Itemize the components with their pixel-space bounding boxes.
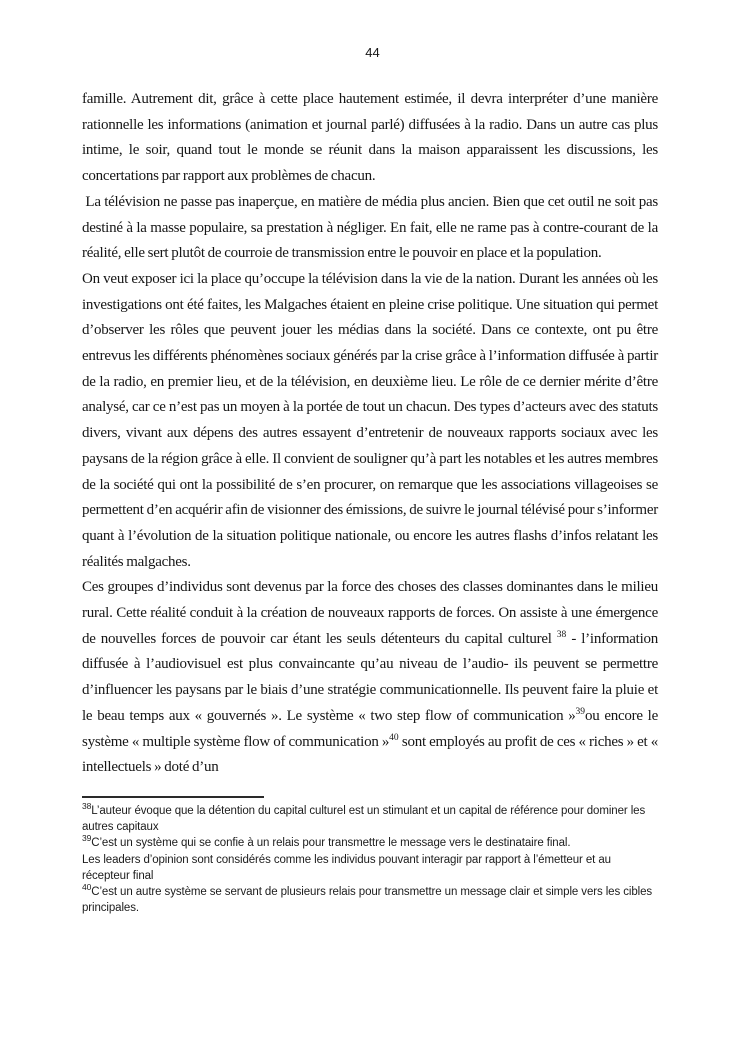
page-number: 44 (365, 45, 380, 60)
paragraph-exposer: On veut exposer ici la place qu’occupe la télévision dans la vie de la nation. Durant les années où les investigations ont été faites, les Malgaches étaient en pleine crise politique. Une situation qui permet d’observer les rôles que peuvent jouer les médias dans la société. Dans ce contexte, ont pu être entrevus les différents phénomènes sociaux générés par la crise grâce à l’information diffusée à partir de la radio, en premier lieu, et de la télévision, en deuxième lieu. Le rôle de ce dernier mérite d’être analysé, car ce n’est pas un moyen à la portée de tout un chacun. Des types d’acteurs avec des statuts divers, vivant aux dépens des autres essayent d’entretenir de nouveaux rapports sociaux avec les paysans de la région grâce à elle. Il convient de souligner qu’à part les notables et les autres membres de la société qui ont la possibilité de s’en procurer, on remarque que les associations villageoises se permettent d’en acquérir afin de visionner des émissions, de suivre le journal télévisé pour s’informer quant à l’évolution de la situation politique nationale, ou encore les autres flashs d’infos relatant les réalités malgaches. (82, 270, 658, 570)
footnote-40 (82, 884, 658, 916)
paragraph-famille: famille. Autrement dit, grâce à cette place hautement estimée, il devra interpréter d’une manière rationnelle les informations (animation et journal parlé) diffusées à la radio. Dans un autre cas plus intime, le soir, quand tout le monde se réunit dans la maison apparaissent les discussions, les concertations par rapport aux problèmes de chacun. (82, 91, 658, 185)
footnote-area (82, 796, 658, 916)
footnote-38 (82, 803, 658, 835)
footnote-ref-40: 40 (389, 732, 399, 743)
page-content (82, 87, 658, 916)
paragraph-groupes-text-3: ou encore le système « multiple système flow of communication » (82, 707, 659, 750)
paragraph-television: La télévision ne passe pas inaperçue, en matière de média plus ancien. Bien que cet outil ne soit pas destiné à la masse populaire, sa prestation à négliger. En fait, elle ne rame pas à contre-courant de la réalité, elle sert plutôt de courroie de transmission entre le pouvoir en place et la population. (82, 193, 658, 262)
footnote-separator (82, 796, 264, 798)
paragraph-groupes (82, 575, 658, 781)
footnote-38-text: L’auteur évoque que la détention du capital culturel est un stimulant et un capital de référence pour dominer les autres capitaux (82, 804, 646, 834)
paragraph-groupes-text-1: Ces groupes d’individus sont devenus par la force des choses des classes dominantes dans le milieu rural. Cette réalité conduit à la création de nouveaux rapports de forces. On assiste à une émergence de nouvelles forces de pouvoir car étant les seuls détenteurs du capital culturel (82, 579, 658, 647)
footnote-39-text-line1: C’est un système qui se confie à un relais pour transmettre le message vers le destinataire final. (91, 837, 571, 850)
footnote-40-number: 40 (82, 882, 92, 893)
footnote-ref-39: 39 (575, 706, 585, 717)
footnote-39-number: 39 (82, 833, 92, 844)
footnote-39-text-line2: Les leaders d’opinion sont considérés comme les individus pouvant interagir par rapport à l’émetteur et au récepteur final (82, 853, 611, 882)
footnote-40-text: C’est un autre système se servant de plusieurs relais pour transmettre un message clair et simple vers les cibles principales. (82, 886, 653, 915)
footnote-39 (82, 835, 658, 884)
paragraph-groupes-text-4: sont employés au profit de ces « riches » et « intellectuels » doté d’un (82, 733, 658, 776)
footnote-38-number: 38 (82, 801, 92, 812)
footnote-ref-38: 38 (556, 629, 567, 640)
paragraph-groupes-text-2: - l’information diffusée à l’audiovisuel est plus convaincante qu’au niveau de l’audio- ils peuvent se permettre d’influencer les paysans par le biais d’une stratégie communicationnelle. Ils peuvent faire la pluie et le beau temps aux « gouvernés ». Le système « two step flow of communication » (82, 630, 658, 724)
